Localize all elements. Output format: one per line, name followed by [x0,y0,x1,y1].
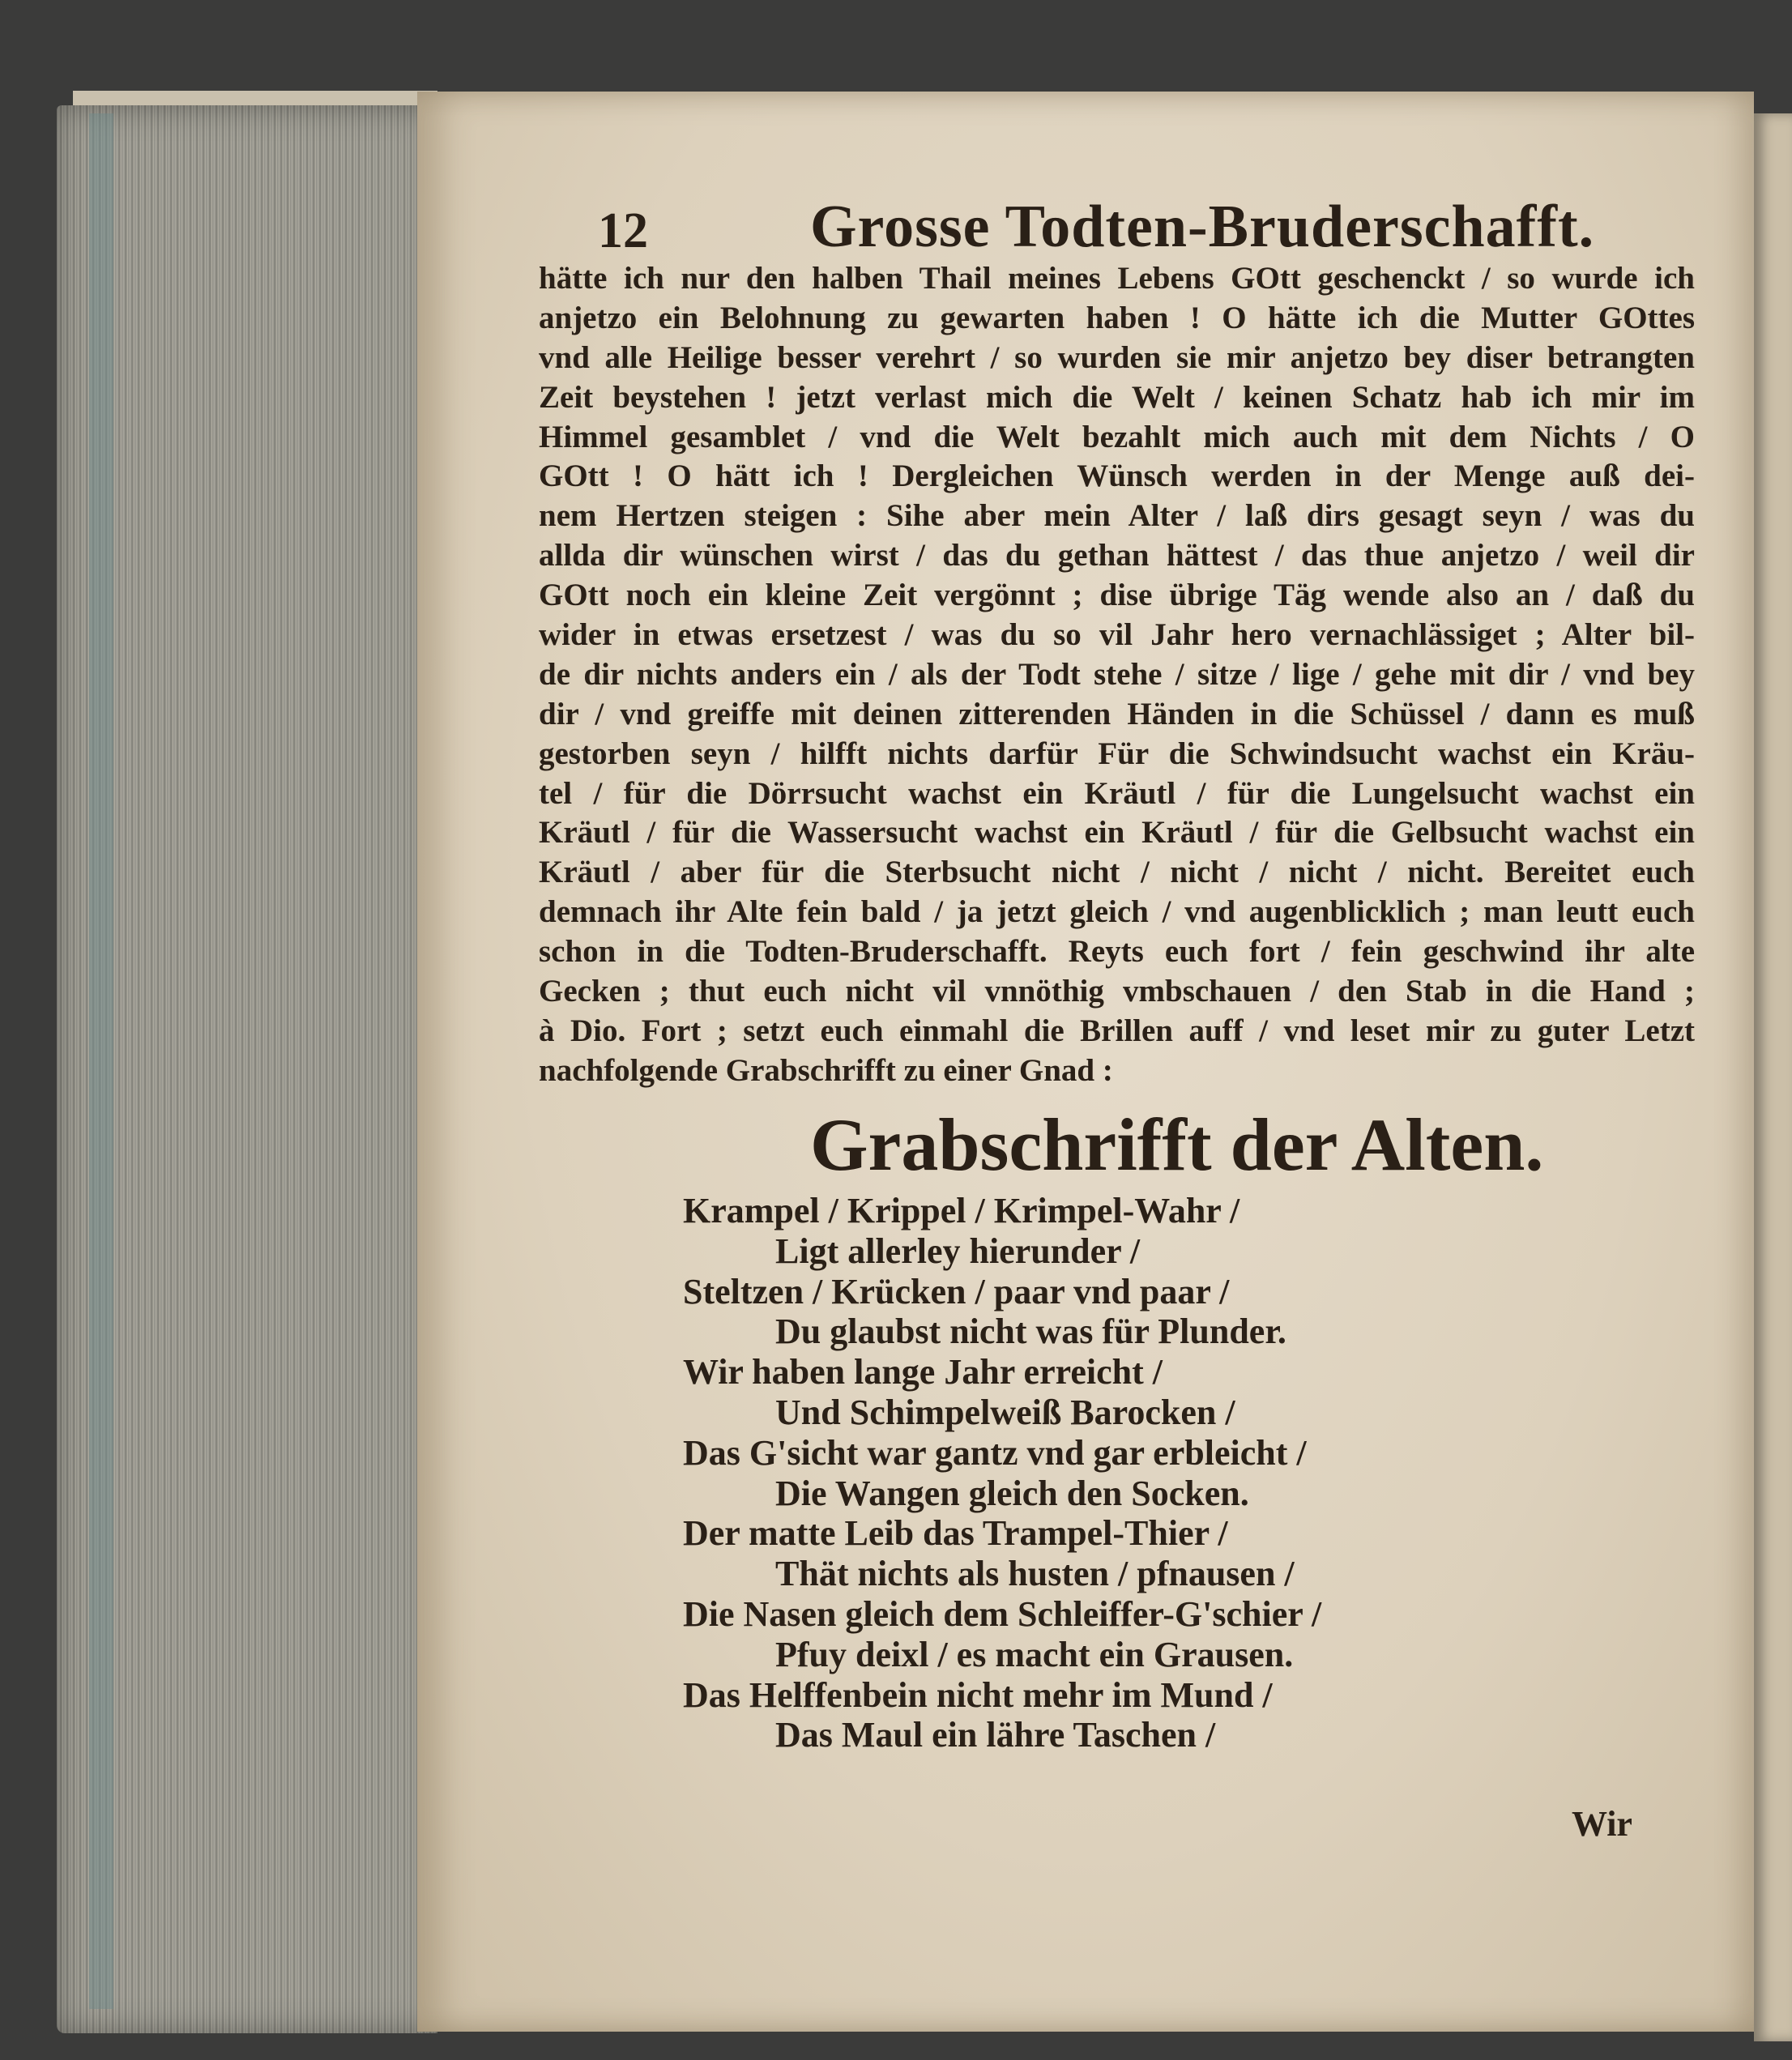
poem-line: Das G'sicht war gantz vnd gar erbleicht / [683,1432,1307,1473]
poem-line: Der matte Leib das Trampel-Thier / [683,1513,1228,1554]
body-line: anjetzo ein Belohnung zu gewarten haben ! O hätte ich die Mutter GOttes [539,300,1695,335]
body-line: Kräutl / aber für die Sterbsucht nicht / nicht / nicht / nicht. Bereitet euch [539,855,1695,890]
poem-line: Thät nichts als husten / pfnausen / [775,1554,1295,1594]
poem-line: Die Nasen gleich dem Schleiffer-G'schier / [683,1593,1322,1634]
body-line: nachfolgende Grabschrifft zu einer Gnad : [539,1052,1113,1088]
catchword: Wir [1572,1804,1632,1844]
body-line: wider in etwas ersetzest / was du so vil Jahr hero vernachlässiget ; Alter bil- [539,617,1695,653]
body-line: GOtt noch ein kleine Zeit vergönnt ; dise übrige Täg wende also an / daß du [539,578,1695,613]
running-head: Grosse Todten-Bruderschafft. [810,194,1595,260]
section-heading: Grabschrifft der Alten. [810,1103,1544,1186]
poem-line: Die Wangen gleich den Socken. [775,1473,1249,1513]
body-line: à Dio. Fort ; setzt euch einmahl die Brillen auff / vnd leset mir zu guter Letzt [539,1013,1695,1048]
body-line: nem Hertzen steigen : Sihe aber mein Alter / laß dirs gesagt seyn / was du [539,498,1695,534]
body-line: hätte ich nur den halben Thail meines Lebens GOtt geschenckt / so wurde ich [539,261,1695,296]
poem-line: Steltzen / Krücken / paar vnd paar / [683,1271,1230,1311]
body-text [539,259,1695,1091]
poem [683,1191,1574,1755]
body-line: Kräutl / für die Wassersucht wachst ein Kräutl / für die Gelbsucht wachst ein [539,815,1695,851]
poem-line: Pfuy deixl / es macht ein Grausen. [775,1634,1294,1674]
body-line: dir / vnd greiffe mit deinen zitterenden Händen in die Schüssel / dann es muß [539,696,1695,731]
body-line: GOtt ! O hätt ich ! Dergleichen Wünsch werden in der Menge auß dei- [539,458,1695,494]
body-line: demnach ihr Alte fein bald / ja jetzt gleich / vnd augenblicklich ; man leutt euch [539,894,1695,930]
poem-line: Und Schimpelweiß Barocken / [775,1392,1235,1432]
body-line: Zeit beystehen ! jetzt verlast mich die Welt / keinen Schatz hab ich mir im [539,379,1695,415]
body-line: vnd alle Heilige besser verehrt / so wurden sie mir anjetzo bey diser betrangten [539,339,1695,375]
body-line: Himmel gesamblet / vnd die Welt bezahlt mich auch mit dem Nichts / O [539,419,1695,454]
facing-page-edge [1754,113,1792,2041]
body-line: allda dir wünschen wirst / das du gethan hättest / das thue anjetzo / weil dir [539,538,1695,574]
poem-line: Krampel / Krippel / Krimpel-Wahr / [683,1191,1240,1230]
poem-line: Das Maul ein lähre Taschen / [775,1715,1216,1755]
book-fore-edge-tint [89,113,113,2009]
poem-line: Das Helffenbein nicht mehr im Mund / [683,1674,1273,1715]
body-line: de dir nichts anders ein / als der Todt stehe / sitze / lige / gehe mit dir / vnd bey [539,656,1695,692]
poem-line: Du glaubst nicht was für Plunder. [775,1311,1286,1352]
page-number: 12 [598,203,648,258]
poem-line: Ligt allerley hierunder / [775,1230,1141,1271]
poem-line: Wir haben lange Jahr erreicht / [683,1352,1163,1393]
body-line: tel / für die Dörrsucht wachst ein Kräutl / für die Lungelsucht wachst ein [539,775,1695,811]
book-page-edges [57,105,437,2033]
body-line: Gecken ; thut euch nicht vil vnnöthig vmbschauen / den Stab in die Hand ; [539,974,1695,1009]
body-line: schon in die Todten-Bruderschafft. Reyts euch fort / fein geschwind ihr alte [539,934,1695,970]
body-line: gestorben seyn / hilfft nichts darfür Für die Schwindsucht wachst ein Kräu- [539,736,1695,771]
